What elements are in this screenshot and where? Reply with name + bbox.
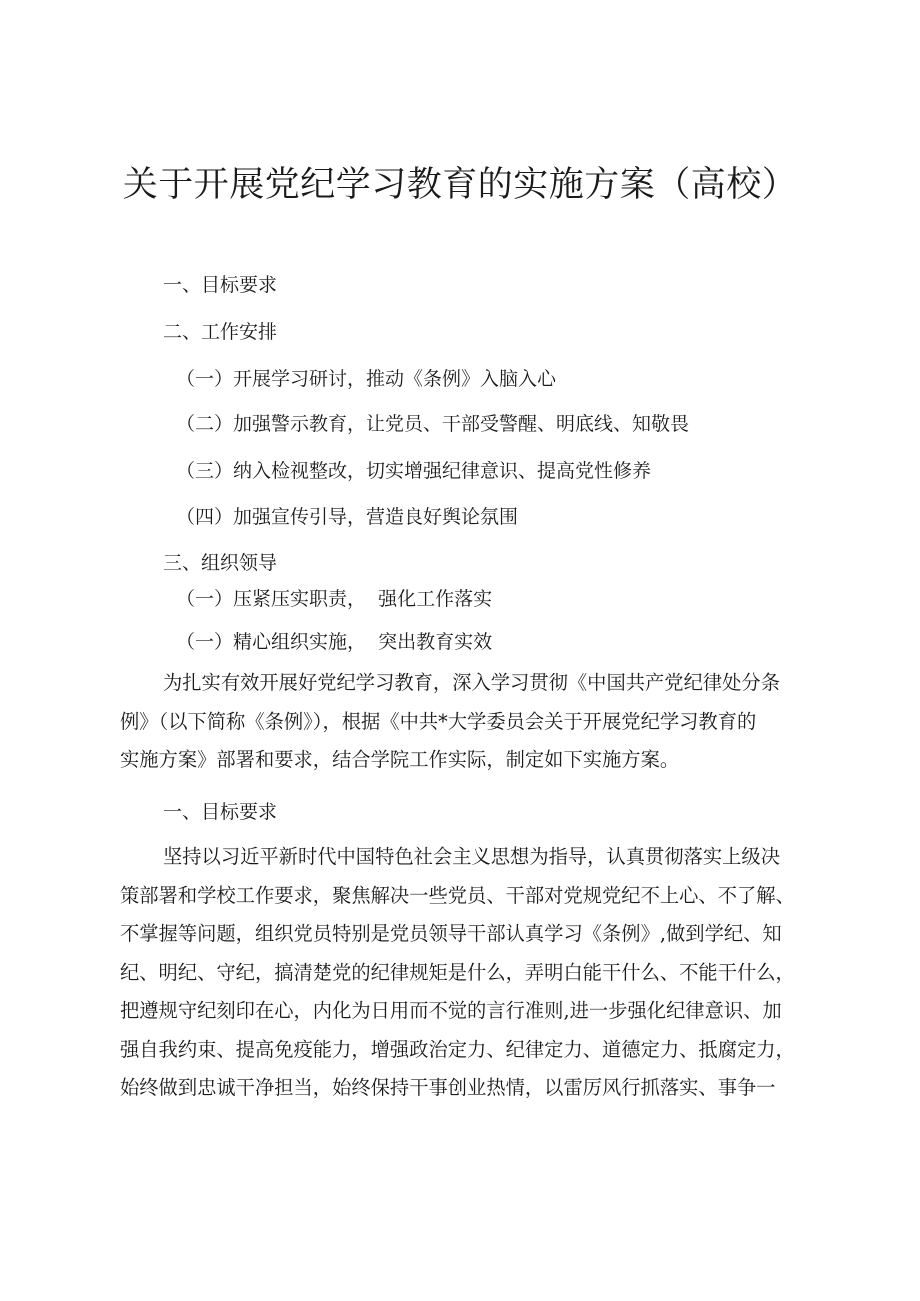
section1-paragraph <box>120 838 820 1108</box>
paragraph-line: 不掌握等问题，组织党员特别是党员领导干部认真学习《条例》,做到学纪、知 <box>120 922 782 945</box>
page-title: 关于开展党纪学习教育的实施方案（高校） <box>122 165 798 205</box>
toc-subitem: （四）加强宣传引导，营造良好舆论氛围 <box>176 506 519 528</box>
intro-paragraph <box>120 664 820 780</box>
paragraph-line: 实施方案》部署和要求，结合学院工作实际，制定如下实施方案。 <box>120 748 680 771</box>
paragraph-line: 强自我约束、提高免疫能力，增强政治定力、纪律定力、道德定力、抵腐定力， <box>120 1037 795 1061</box>
toc-subitem: （一）精心组织实施， 突出教育实效 <box>176 631 493 653</box>
paragraph-line: 策部署和学校工作要求，聚焦解决一些党员、干部对党规党纪不上心、不了解、 <box>120 883 795 907</box>
toc-item: 二、工作安排 <box>163 321 278 343</box>
paragraph-line: 把遵规守纪刻印在心，内化为日用而不觉的言行准则,进一步强化纪律意识、加 <box>120 999 782 1022</box>
toc-subitem: （二）加强警示教育，让党员、干部受警醒、明底线、知敬畏 <box>176 413 690 435</box>
paragraph-line: 坚持以习近平新时代中国特色社会主义思想为指导，认真贯彻落实上级决 <box>163 845 780 868</box>
toc-item: 一、目标要求 <box>163 274 278 296</box>
paragraph-line: 为扎实有效开展好党纪学习教育，深入学习贯彻《中国共产党纪律处分条 <box>163 671 780 694</box>
toc-subitem: （三）纳入检视整改，切实增强纪律意识、提高党性修养 <box>176 460 652 482</box>
paragraph-line: 例》（以下简称《条例》），根据《中共*大学委员会关于开展党纪学习教育的 <box>120 709 757 733</box>
toc-subitem: （一）压紧压实职责， 强化工作落实 <box>176 588 493 610</box>
paragraph-line: 始终做到忠诚干净担当，始终保持干事创业热情，以雷厉风行抓落实、事争一 <box>120 1076 776 1099</box>
section-heading: 一、目标要求 <box>163 801 278 823</box>
toc-subitem: （一）开展学习研讨，推动《条例》入脑入心 <box>176 368 557 390</box>
toc-item: 三、组织领导 <box>163 552 278 574</box>
paragraph-line: 纪、明纪、守纪，搞清楚党的纪律规矩是什么，弄明白能干什么、不能干什么， <box>120 960 795 984</box>
